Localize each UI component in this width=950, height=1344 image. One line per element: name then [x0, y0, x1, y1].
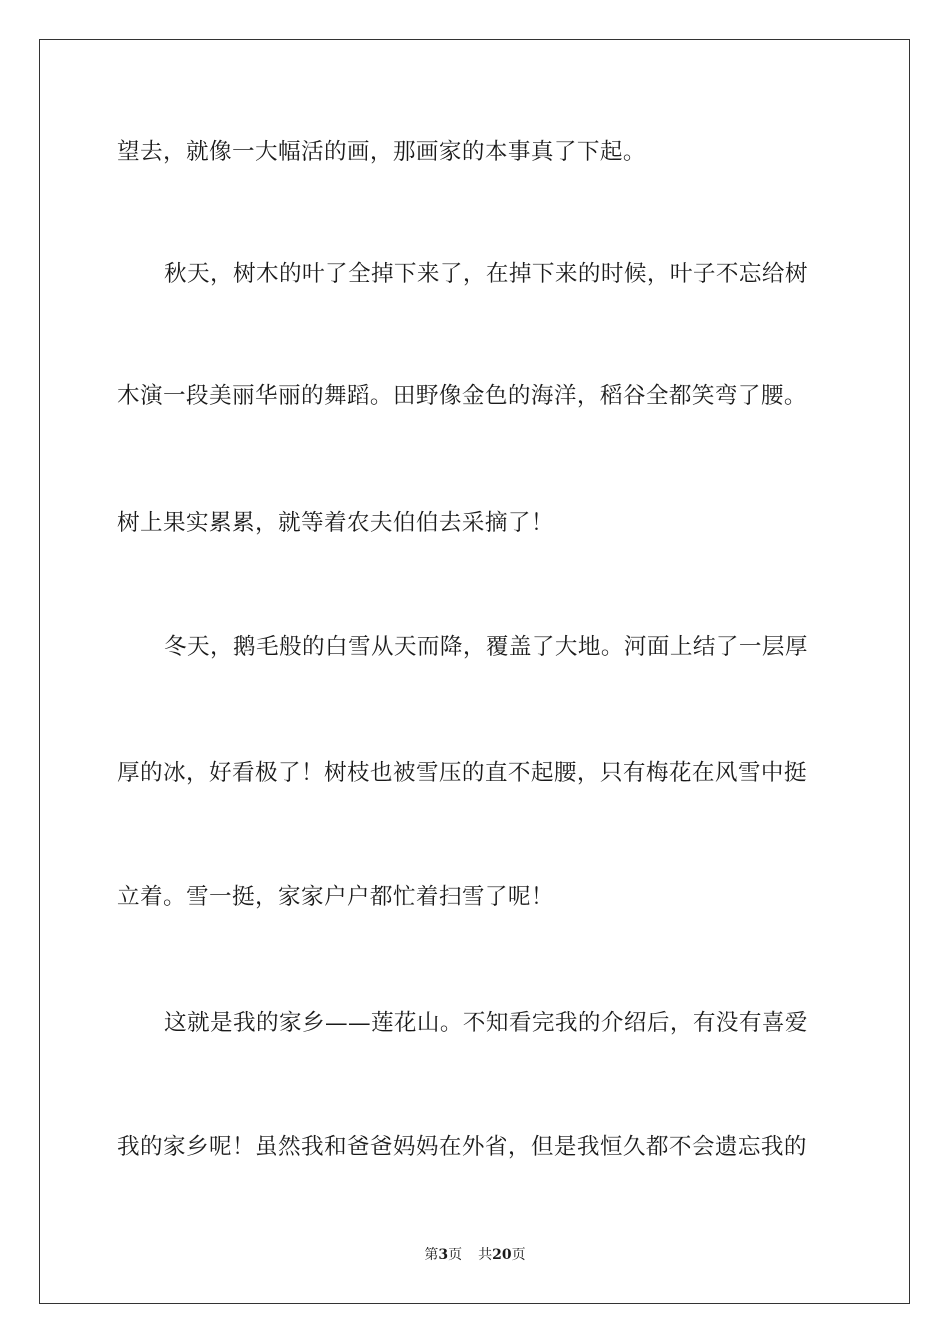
- footer-total-pages: 20: [492, 1247, 512, 1263]
- text-line-7: 立着。雪一挺，家家户户都忙着扫雪了呢！: [117, 884, 554, 910]
- footer-page-number: 3: [438, 1247, 449, 1263]
- text-line-1: 望去，就像一大幅活的画，那画家的本事真了下起。: [117, 139, 646, 165]
- text-line-2: 秋天，树木的叶了全掉下来了，在掉下来的时候，叶子不忘给树: [164, 261, 808, 287]
- footer-page-prefix: 第: [424, 1247, 439, 1263]
- footer-page-suffix: 页: [448, 1247, 463, 1263]
- text-line-8: 这就是我的家乡——莲花山。不知看完我的介绍后，有没有喜爱: [164, 1010, 808, 1036]
- text-line-6: 厚的冰，好看极了！树枝也被雪压的直不起腰，只有梅花在风雪中挺: [117, 760, 807, 786]
- page-border: [39, 39, 910, 1304]
- text-line-5: 冬天，鹅毛般的白雪从天而降，覆盖了大地。河面上结了一层厚: [164, 634, 808, 660]
- page-footer: [0, 1245, 950, 1265]
- text-line-4: 树上果实累累，就等着农夫伯伯去采摘了！: [117, 510, 554, 536]
- footer-total-suffix: 页: [511, 1247, 526, 1263]
- text-line-3: 木演一段美丽华丽的舞蹈。田野像金色的海洋，稻谷全都笑弯了腰。: [117, 383, 807, 409]
- text-line-9: 我的家乡呢！虽然我和爸爸妈妈在外省，但是我恒久都不会遗忘我的: [117, 1134, 807, 1160]
- footer-total-prefix: 共: [478, 1247, 493, 1263]
